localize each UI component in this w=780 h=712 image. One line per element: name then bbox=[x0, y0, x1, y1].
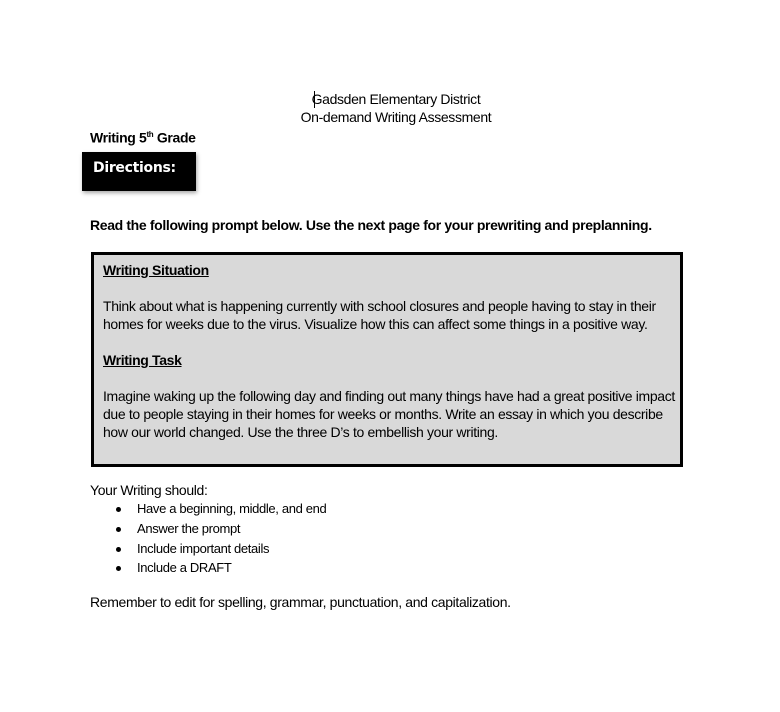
task-heading: Writing Task bbox=[103, 352, 182, 368]
district-title: Gadsden Elementary District bbox=[311, 91, 481, 107]
instruction-text: Read the following prompt below. Use the next page for your prewriting and preplanning. bbox=[90, 217, 652, 233]
criteria-item: Answer the prompt bbox=[137, 521, 241, 536]
assessment-title: On-demand Writing Assessment bbox=[300, 109, 492, 125]
situation-line: homes for weeks due to the virus. Visualize how this can affect some things in a positive way. bbox=[103, 316, 648, 332]
bullet-icon bbox=[116, 566, 121, 571]
directions-label: Directions: bbox=[93, 160, 176, 176]
reminder-text: Remember to edit for spelling, grammar, punctuation, and capitalization. bbox=[90, 594, 511, 610]
grade-prefix: Writing 5 bbox=[90, 129, 147, 146]
grade-heading bbox=[90, 126, 196, 147]
task-line: due to people staying in their homes for weeks or months. Write an essay in which you describe bbox=[103, 406, 663, 422]
situation-heading: Writing Situation bbox=[103, 262, 209, 278]
situation-line: Think about what is happening currently with school closures and people having to stay in their bbox=[103, 298, 656, 314]
grade-suffix: Grade bbox=[153, 129, 196, 146]
bullet-icon bbox=[116, 507, 121, 512]
criteria-item: Include a DRAFT bbox=[137, 560, 232, 575]
directions-banner bbox=[82, 152, 196, 191]
task-line: how our world changed. Use the three D’s to embellish your writing. bbox=[103, 424, 498, 440]
criteria-item: Include important details bbox=[137, 541, 270, 556]
criteria-heading: Your Writing should: bbox=[90, 482, 208, 498]
criteria-item: Have a beginning, middle, and end bbox=[137, 501, 327, 516]
bullet-icon bbox=[116, 527, 121, 532]
grade-sup: th bbox=[146, 130, 154, 139]
task-line: Imagine waking up the following day and finding out many things have had a great positive impact bbox=[103, 388, 675, 404]
bullet-icon bbox=[116, 547, 121, 552]
